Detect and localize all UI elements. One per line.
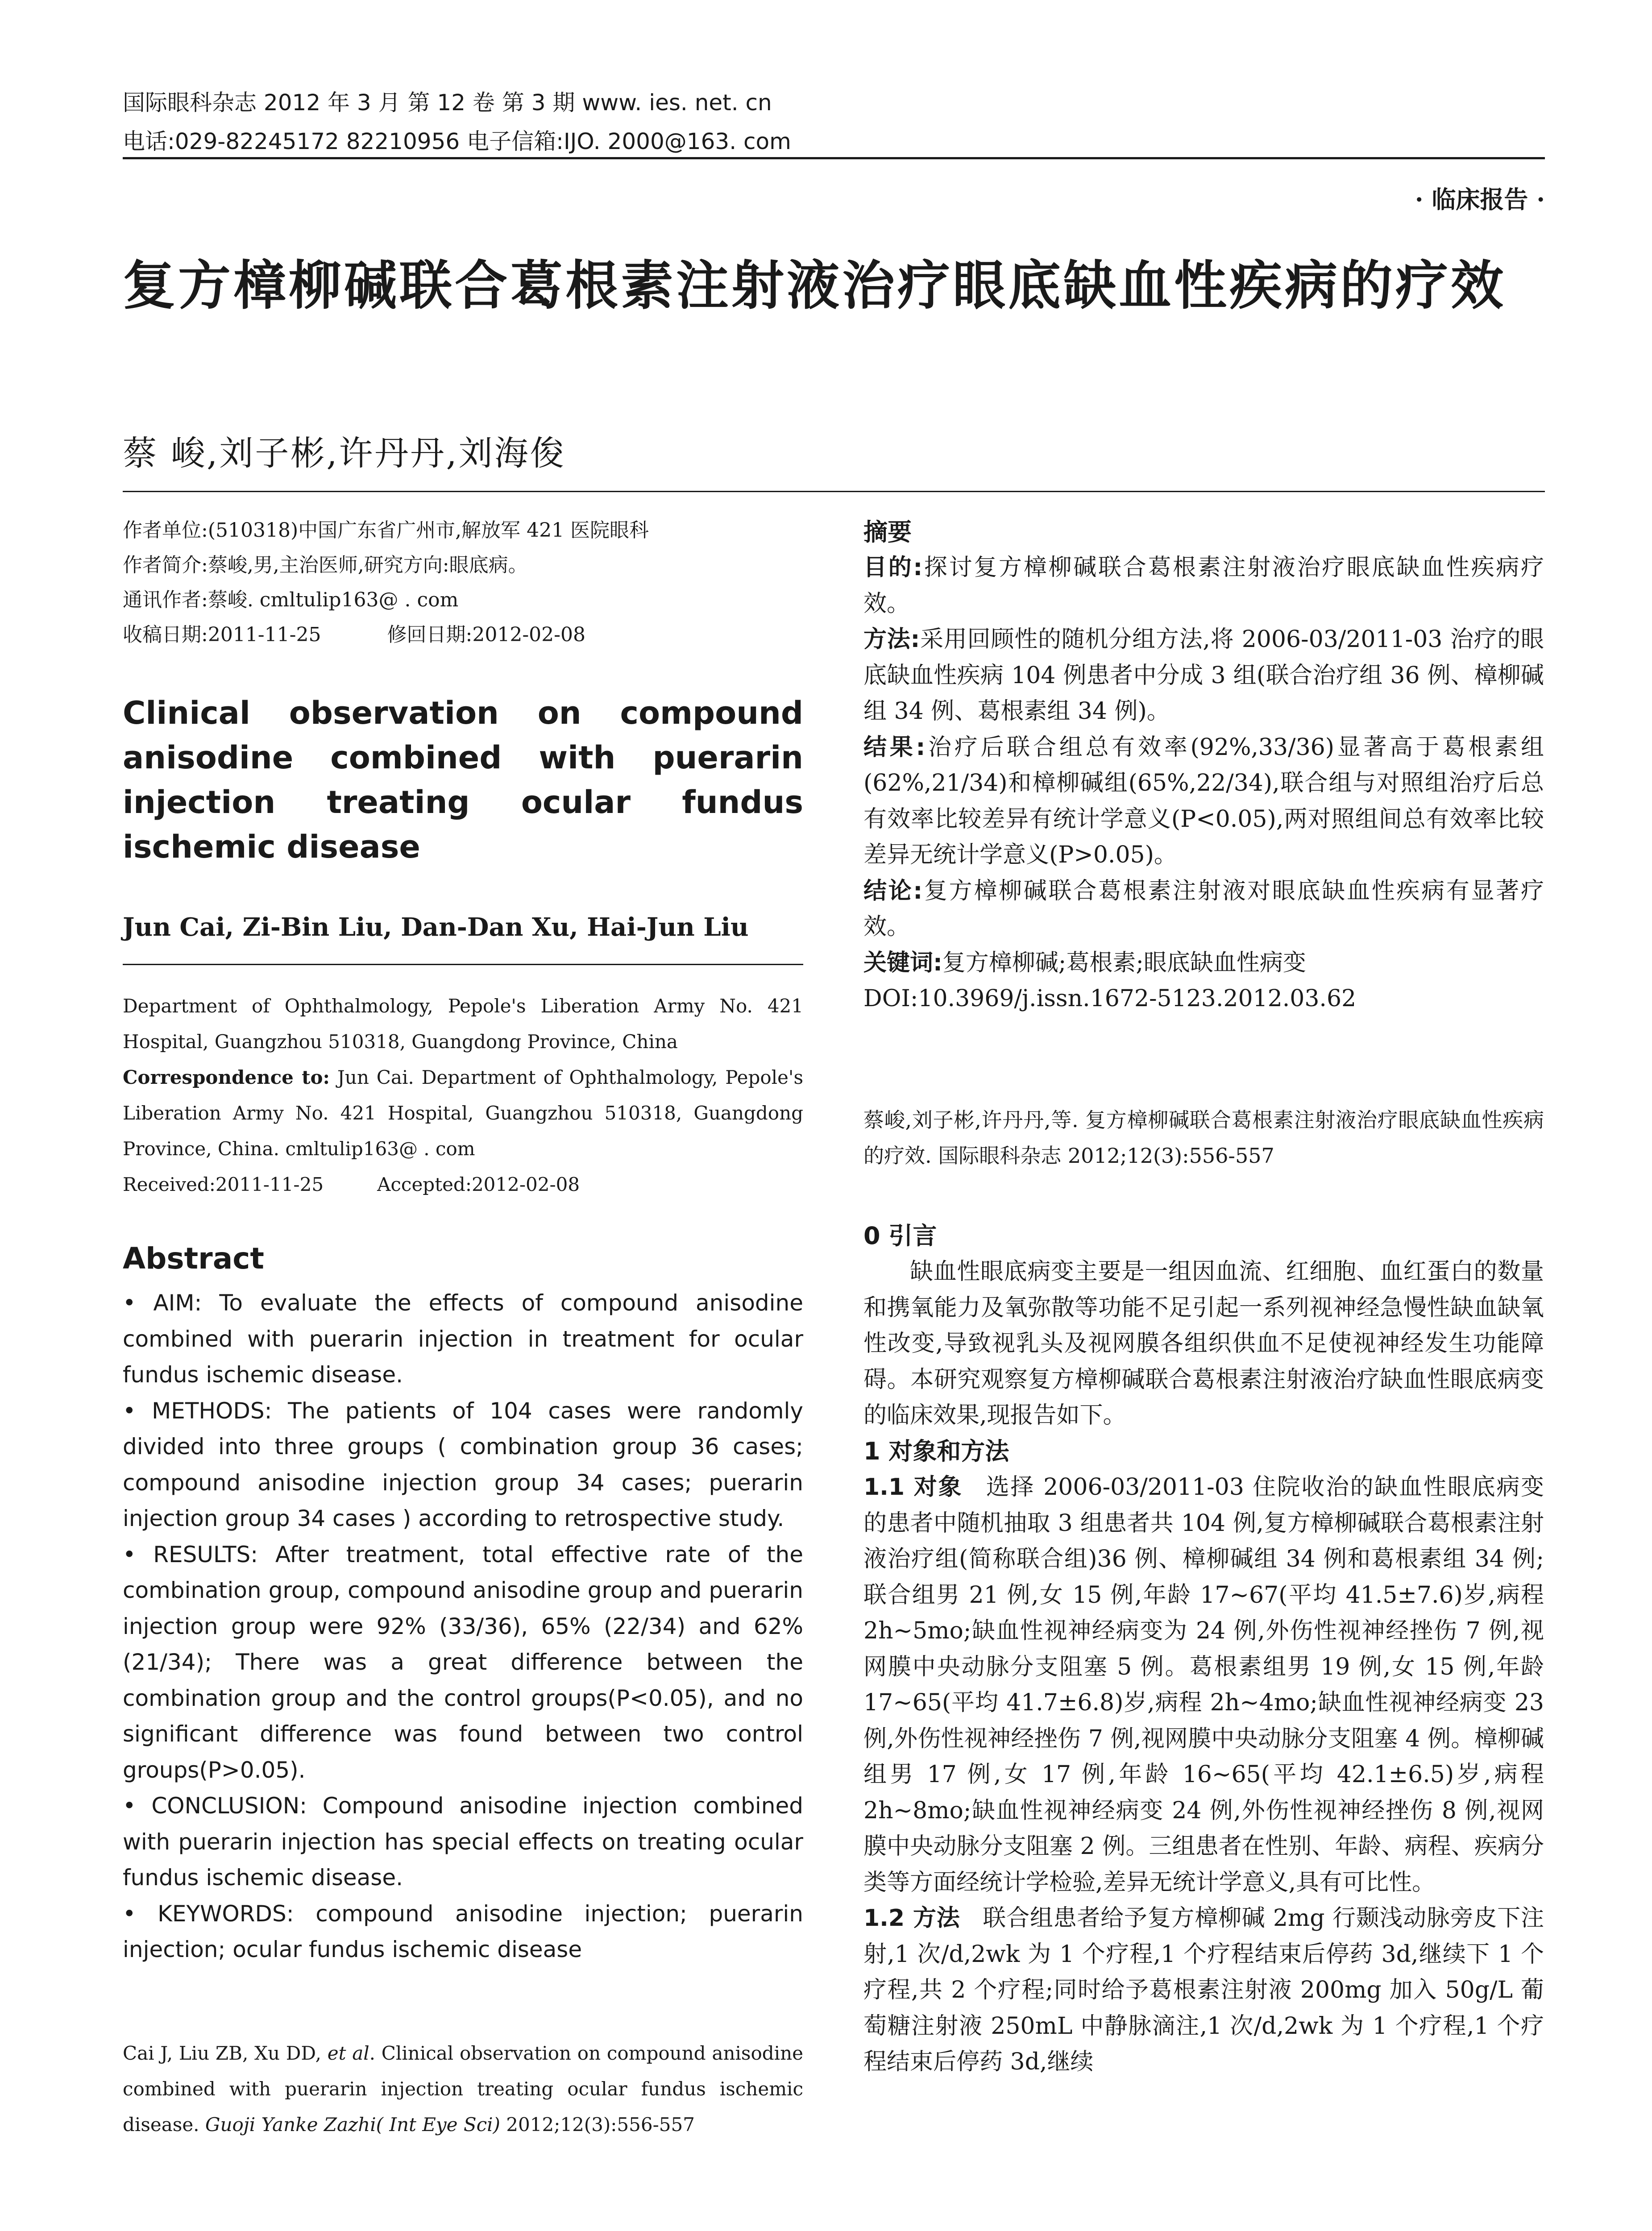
authors-cn: 蔡 峻,刘子彬,许丹丹,刘海俊 [123, 433, 566, 473]
dates-en [123, 1167, 803, 1203]
abstract-cn-results: 结果:治疗后联合组总有效率(92%,33/36)显著高于葛根素组(62%,21/34)和樟柳碱组(65%,22/34),联合组与对照组治疗后总有效率比较差异有统计学意义(P<0.05),两对照组间总有效率比较差异无统计学意义(P>0.05)。 [863, 734, 1544, 868]
author-meta [123, 513, 805, 652]
section-1-1 [863, 1469, 1544, 1900]
citation-en-tail: 2012;12(3):556-557 [500, 2114, 695, 2136]
citation-en [123, 2036, 803, 2143]
abstract-cn-methods: 方法:采用回顾性的随机分组方法,将 2006-03/2011-03 治疗的眼底缺血性疾病 104 例患者中分成 3 组(联合治疗组 36 例、樟柳碱组 34 例、葛根素组 34 例)。 [863, 626, 1544, 725]
abstract-cn-conclusion: 结论:复方樟柳碱联合葛根素注射液对眼底缺血性疾病有显著疗效。 [863, 877, 1544, 940]
dates-cn [123, 618, 805, 652]
abstract-cn-label: 结果: [863, 734, 926, 761]
english-title-line: anisodine combined with puerarin [123, 739, 803, 776]
body-text [863, 1254, 1544, 2080]
abstract-cn-aim: 目的:探讨复方樟柳碱联合葛根素注射液治疗眼底缺血性疾病疗效。 [863, 554, 1544, 617]
abstract-en [123, 1285, 803, 1968]
abstract-cn-label: 方法: [863, 626, 920, 653]
section-1-2 [863, 1900, 1544, 2080]
abstract-results: • RESULTS: After treatment, total effective rate of the combination group, compound anisodine group and puerarin injection group were 92% (33/36), 65% (22/34) and 62% (21/34); There was a great difference between the combination group and the control groups(P<0.05), and no significant difference was found between two control groups(P>0.05). [123, 1541, 803, 1783]
section-1-heading: 1 对象和方法 [863, 1437, 1009, 1465]
abstract-cn-label: 结论: [863, 877, 923, 904]
abstract-cn-label: 关键词: [863, 949, 942, 976]
english-title-line: ischemic disease [123, 829, 420, 865]
citation-en-text: . Clinical observation on compound anisodine combined with puerarin injection treating ocular fundus ischemic disease. [123, 2042, 803, 2136]
author-bio: 作者简介:蔡峻,男,主治医师,研究方向:眼底病。 [123, 554, 528, 576]
section-tag: · 临床报告 · [1415, 185, 1545, 214]
citation-en-journal: Guoji Yanke Zazhi( Int Eye Sci) [205, 2114, 500, 2136]
author-unit: 作者单位:(510318)中国广东省广州市,解放军 421 医院眼科 [123, 519, 649, 542]
authors-en: Jun Cai, Zi-Bin Liu, Dan-Dan Xu, Hai-Jun Liu [123, 912, 749, 942]
abstract-aim: • AIM: To evaluate the effects of compound anisodine combined with puerarin injection in treatment for ocular fundus ischemic disease. [123, 1290, 803, 1388]
english-title-line: Clinical observation on compound [123, 695, 803, 731]
section-1-2-label: 1.2 方法 [863, 1905, 960, 1932]
section-1-1-label: 1.1 对象 [863, 1474, 963, 1501]
abstract-heading-cn: 摘要 [863, 518, 912, 546]
abstract-conclusion: • CONCLUSION: Compound anisodine injection combined with puerarin injection has special effects on treating ocular fundus ischemic disease. [123, 1793, 803, 1891]
affiliation-dept: Department of Ophthalmology, Pepole's Liberation Army No. 421 Hospital, Guangzhou 510318, Guangdong Province, China [123, 995, 803, 1053]
journal-header-line2: 电话:029-82245172 82210956 电子信箱:IJO. 2000@163. com [123, 129, 791, 154]
section-0-heading: 0 引言 [863, 1222, 937, 1250]
received-cn: 收稿日期:2011-11-25 [123, 623, 321, 646]
affiliation-en [123, 988, 803, 1203]
abstract-cn-label: 目的: [863, 554, 923, 581]
english-title-line: injection treating ocular fundus [123, 784, 803, 821]
journal-header-line1: 国际眼科杂志 2012 年 3 月 第 12 卷 第 3 期 www. ies. net. cn [123, 90, 772, 116]
received-en: Received:2011-11-25 [123, 1174, 324, 1195]
article-title: 复方樟柳碱联合葛根素注射液治疗眼底缺血性疾病的疗效 [123, 255, 1507, 316]
abstract-cn-keywords: 关键词:复方樟柳碱;葛根素;眼底缺血性病变 [863, 949, 1306, 976]
accepted-en: Accepted:2012-02-08 [377, 1174, 580, 1195]
english-title [123, 691, 803, 869]
abstract-keywords: • KEYWORDS: compound anisodine injection; puerarin injection; ocular fundus ischemic disease [123, 1900, 803, 1962]
citation-cn: 蔡峻,刘子彬,许丹丹,等. 复方樟柳碱联合葛根素注射液治疗眼底缺血性疾病的疗效. 国际眼科杂志 2012;12(3):556-557 [863, 1108, 1544, 1168]
title-rule [123, 491, 1545, 492]
citation-en-etal: et al [327, 2042, 369, 2064]
author-correspondence: 通讯作者:蔡峻. cmltulip163@ . com [123, 589, 459, 611]
citation-en-authors: Cai J, Liu ZB, Xu DD, [123, 2042, 328, 2064]
authors-rule [123, 964, 803, 965]
correspondence-text: Jun Cai. Department of Ophthalmology, Pepole's Liberation Army No. 421 Hospital, Guangzhou 510318, Guangdong Province, China. cmltulip163@ . com [123, 1066, 804, 1160]
section-1-2-text: 联合组患者给予复方樟柳碱 2mg 行颞浅动脉旁皮下注射,1 次/d,2wk 为 1 个疗程,1 个疗程结束后停药 3d,继续下 1 个疗程,共 2 个疗程;同时给予葛根素注射液 200mg 加入 50g/L 葡萄糖注射液 250mL 中静脉滴注,1 次/d,2wk 为 1 个疗程,1 个疗程结束后停药 3d,继续 [863, 1905, 1544, 2075]
doi: DOI:10.3969/j.issn.1672-5123.2012.03.62 [863, 985, 1357, 1012]
correspondence-label: Correspondence to: [123, 1066, 330, 1088]
revised-cn: 修回日期:2012-02-08 [387, 623, 586, 646]
abstract-methods: • METHODS: The patients of 104 cases were randomly divided into three groups ( combination group 36 cases; compound anisodine injection group 34 cases; puerarin injection group 34 cases ) according to retrospective study. [123, 1397, 803, 1531]
header-rule [123, 157, 1545, 159]
abstract-heading-en: Abstract [123, 1241, 264, 1276]
section-1-1-text: 选择 2006-03/2011-03 住院收治的缺血性眼底病变的患者中随机抽取 3 组患者共 104 例,复方樟柳碱联合葛根素注射液治疗组(简称联合组)36 例、樟柳碱组 34 例和葛根素组 34 例;联合组男 21 例,女 15 例,年龄 17~67(平均 41.5±7.6)岁,病程 2h~5mo;缺血性视神经病变为 24 例,外伤性视神经挫伤 7 例,视网膜中央动脉分支阻塞 5 例。葛根素组男 19 例,女 15 例,年龄 17~65(平均 41.7±6.8)岁,病程 2h~4mo;缺血性视神经病变 23 例,外伤性视神经挫伤 7 例,视网膜中央动脉分支阻塞 4 例。樟柳碱组男 17 例,女 17 例,年龄 16~65(平均 42.1±6.5)岁,病程 2h~8mo;缺血性视神经病变 24 例,外伤性视神经挫伤 8 例,视网膜中央动脉分支阻塞 2 例。三组患者在性别、年龄、病程、疾病分类等方面经统计学检验,差异无统计学意义,具有可比性。 [863, 1474, 1544, 1896]
correspondence-en [123, 1060, 803, 1167]
section-0-text: 缺血性眼底病变主要是一组因血流、红细胞、血红蛋白的数量和携氧能力及氧弥散等功能不足引起一系列视神经急慢性缺血缺氧性改变,导致视乳头及视网膜各组织供血不足使视神经发生功能障碍。本研究观察复方樟柳碱联合葛根素注射液治疗缺血性眼底病变的临床效果,现报告如下。 [863, 1258, 1544, 1429]
abstract-cn [863, 550, 1544, 1017]
